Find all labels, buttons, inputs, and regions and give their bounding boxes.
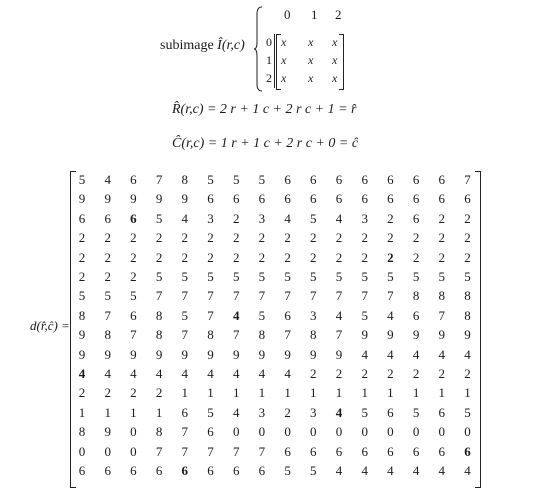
matrix-cell: 6	[284, 307, 291, 323]
matrix-cell: 0	[335, 424, 343, 440]
matrix-cell: 9	[130, 346, 137, 362]
matrix-cell: 1	[361, 385, 368, 401]
matrix-cell: 6	[207, 463, 214, 478]
matrix-cell: 4	[335, 307, 343, 323]
matrix-cell: 5	[207, 269, 214, 284]
matrix-cell: 7	[155, 172, 163, 187]
matrix-cell: 1	[207, 385, 214, 401]
matrix-cell: 6	[412, 307, 420, 323]
matrix-cell: 9	[361, 327, 368, 343]
matrix-cell: 1	[232, 385, 240, 401]
matrix-cell: 6	[438, 191, 446, 207]
matrix-cell: 4	[335, 463, 343, 478]
matrix-cell: 6	[284, 443, 291, 459]
matrix-cell: 0	[232, 424, 240, 440]
matrix-cell: 8	[155, 307, 163, 323]
matrix-cell: 2	[258, 230, 266, 246]
matrix-cell: 5	[181, 307, 189, 323]
matrix-cell: 7	[232, 288, 240, 304]
matrix-cell: 7	[284, 327, 291, 343]
matrix-cell: 5	[464, 404, 471, 420]
matrix-cell: 8	[438, 288, 446, 304]
matrix-cell: 9	[104, 191, 111, 207]
row-equation: R̂(r,c) = 2 r + 1 c + 2 r c + 1 = r̂	[172, 102, 357, 117]
matrix-cell: 1	[155, 404, 163, 420]
matrix-cell: 6	[412, 443, 420, 459]
matrix-cell: 4	[438, 463, 446, 478]
matrix-cell: 6	[155, 463, 163, 478]
curly-brace	[254, 6, 264, 92]
matrix-cell: 7	[181, 443, 189, 459]
matrix-cell: 6	[335, 443, 343, 459]
matrix-cell: 2	[361, 249, 368, 265]
matrix-cell: 9	[258, 346, 266, 362]
matrix-cell: 6	[207, 424, 214, 440]
matrix-cell: 2	[104, 385, 111, 401]
matrix-cell: 2	[104, 249, 111, 265]
subimage-word: subimage	[160, 38, 214, 53]
matrix-cell: 9	[104, 346, 111, 362]
matrix-cell: 6	[412, 191, 420, 207]
matrix-cell: 9	[310, 346, 317, 362]
matrix-cell: 6	[104, 210, 111, 226]
subimage-column-header: 2	[335, 7, 342, 22]
matrix-cell: 6	[438, 443, 446, 459]
matrix-cell: 4	[412, 346, 420, 362]
matrix-cell: 7	[361, 288, 368, 304]
matrix-label: d(r̂,ĉ) =	[30, 318, 70, 333]
matrix-cell: 8	[207, 327, 214, 343]
matrix-cell: 4	[438, 346, 446, 362]
matrix-cell: 4	[104, 366, 111, 381]
matrix-cell: 6	[78, 210, 86, 226]
matrix-cell: 6	[232, 191, 240, 207]
matrix-cell: 2	[78, 249, 86, 265]
matrix-cell: 9	[284, 346, 291, 362]
matrix-cell: 5	[232, 172, 240, 187]
matrix-cell: 8	[78, 307, 86, 323]
matrix-cell: 2	[181, 230, 189, 246]
matrix-cell: 9	[412, 327, 420, 343]
matrix-cell: 9	[181, 191, 189, 207]
matrix-cell: 2	[464, 249, 471, 265]
matrix-cell: 2	[387, 366, 394, 381]
matrix-cell: 1	[310, 385, 317, 401]
matrix-cell: 6	[438, 404, 446, 420]
matrix-cell: 8	[412, 288, 420, 304]
matrix-cell: 2	[258, 249, 266, 265]
matrix-cell: 6	[258, 191, 266, 207]
matrix-cell: 5	[387, 269, 394, 284]
matrix-cell: 7	[181, 424, 189, 440]
matrix-cell: 4	[232, 307, 240, 323]
matrix-cell: 2	[335, 366, 343, 381]
matrix-cell: 2	[130, 269, 137, 284]
matrix-cell: 6	[335, 172, 343, 187]
matrix-cell: 5	[130, 288, 137, 304]
matrix-cell: 7	[207, 443, 214, 459]
subimage-cell: x	[281, 71, 287, 85]
matrix-cell: 2	[130, 249, 137, 265]
matrix-cell: 1	[438, 385, 446, 401]
subimage-left-bracket	[276, 34, 281, 90]
matrix-cell: 4	[232, 366, 240, 381]
matrix-cell: 5	[258, 307, 266, 323]
matrix-cell: 8	[104, 327, 111, 343]
matrix-cell: 4	[155, 366, 163, 381]
matrix-cell: 6	[258, 463, 266, 478]
matrix-cell: 5	[155, 269, 163, 284]
matrix-cell: 7	[258, 443, 266, 459]
matrix-cell: 6	[310, 172, 317, 187]
matrix-cell: 7	[464, 172, 471, 187]
matrix-cell: 7	[310, 288, 317, 304]
matrix-cell: 6	[181, 463, 189, 478]
matrix-cell: 7	[155, 288, 163, 304]
subimage-row-index: 1	[266, 53, 272, 67]
matrix-cell: 9	[464, 327, 471, 343]
matrix-cell: 2	[104, 230, 111, 246]
matrix-cell: 4	[387, 463, 394, 478]
matrix-cell: 6	[207, 191, 214, 207]
matrix-cell: 5	[258, 172, 266, 187]
subimage-cell: x	[308, 53, 314, 67]
matrix-cell: 2	[104, 269, 111, 284]
matrix-cell: 7	[335, 288, 343, 304]
matrix-cell: 9	[155, 346, 163, 362]
matrix-cell: 5	[78, 288, 86, 304]
matrix-cell: 0	[464, 424, 471, 440]
matrix-cell: 4	[387, 307, 394, 323]
matrix-cell: 6	[361, 443, 368, 459]
matrix-cell: 8	[464, 288, 471, 304]
matrix-cell: 6	[387, 404, 394, 420]
matrix-cell: 2	[464, 210, 471, 226]
matrix-cell: 2	[335, 230, 343, 246]
matrix-cell: 6	[464, 191, 471, 207]
matrix-cell: 7	[181, 288, 189, 304]
matrix-cell: 2	[310, 230, 317, 246]
matrix-cell: 5	[78, 172, 86, 187]
matrix-cell: 2	[232, 230, 240, 246]
matrix-cell: 6	[438, 172, 446, 187]
matrix-cell: 7	[207, 307, 214, 323]
matrix-cell: 7	[104, 307, 111, 323]
matrix-cell: 0	[258, 424, 266, 440]
matrix-cell: 4	[207, 366, 214, 381]
matrix-cell: 1	[258, 385, 266, 401]
matrix-cell: 2	[464, 230, 471, 246]
matrix-cell: 2	[438, 249, 446, 265]
matrix-cell: 9	[387, 327, 394, 343]
matrix-cell: 2	[207, 249, 214, 265]
subimage-cell: x	[281, 53, 287, 67]
matrix-cell: 3	[207, 210, 214, 226]
matrix-cell: 8	[78, 424, 86, 440]
matrix-cell: 5	[207, 172, 214, 187]
matrix-cell: 5	[207, 404, 214, 420]
matrix-cell: 3	[310, 307, 317, 323]
matrix-cell: 2	[284, 249, 291, 265]
matrix-cell: 2	[284, 230, 291, 246]
matrix-cell: 0	[310, 424, 317, 440]
matrix-cell: 4	[232, 404, 240, 420]
matrix-cell: 4	[412, 463, 420, 478]
matrix-cell: 8	[155, 327, 163, 343]
matrix-cell: 2	[438, 230, 446, 246]
matrix-cell: 6	[361, 172, 368, 187]
matrix-cell: 1	[181, 385, 189, 401]
matrix-cell: 1	[387, 385, 394, 401]
matrix-cell: 6	[335, 191, 343, 207]
matrix-cell: 7	[335, 327, 343, 343]
matrix-cell: 7	[181, 327, 189, 343]
subimage-index-divider	[274, 34, 275, 88]
matrix-cell: 9	[130, 191, 137, 207]
matrix-cell: 8	[181, 172, 189, 187]
matrix-cell: 5	[464, 269, 471, 284]
matrix-cell: 4	[335, 210, 343, 226]
matrix-cell: 4	[284, 366, 291, 381]
matrix-cell: 5	[284, 269, 291, 284]
matrix-cell: 4	[181, 210, 189, 226]
matrix-cell: 2	[387, 210, 394, 226]
column-equation: Ĉ(r,c) = 1 r + 1 c + 2 r c + 0 = ĉ	[172, 136, 359, 151]
matrix-cell: 0	[412, 424, 420, 440]
matrix-cell: 5	[412, 269, 420, 284]
subimage-symbol: Î(r,c)	[217, 38, 245, 53]
matrix-cell: 7	[207, 288, 214, 304]
matrix-cell: 3	[258, 210, 266, 226]
matrix-cell: 2	[155, 230, 163, 246]
matrix-cell: 2	[412, 230, 420, 246]
matrix-cell: 5	[104, 288, 111, 304]
subimage-row-index: 2	[266, 71, 272, 85]
matrix-cell: 9	[438, 327, 446, 343]
matrix-cell: 6	[232, 463, 240, 478]
matrix-cell: 6	[387, 443, 394, 459]
matrix-cell: 5	[412, 404, 420, 420]
matrix-cell: 2	[130, 230, 137, 246]
matrix-cell: 7	[155, 443, 163, 459]
matrix-cell: 2	[464, 366, 471, 381]
matrix-cell: 3	[310, 404, 317, 420]
matrix-cell: 7	[232, 327, 240, 343]
matrix-cell: 5	[155, 210, 163, 226]
matrix-cell: 9	[78, 327, 86, 343]
subimage-cell: x	[281, 35, 287, 49]
matrix-cell: 5	[310, 269, 317, 284]
subimage-cell: x	[332, 53, 338, 67]
matrix-cell: 4	[387, 346, 394, 362]
matrix-cell: 2	[232, 210, 240, 226]
matrix-cell: 2	[232, 249, 240, 265]
matrix-cell: 7	[130, 327, 137, 343]
matrix-cell: 4	[181, 366, 189, 381]
matrix-cell: 2	[130, 385, 137, 401]
matrix-cell: 6	[130, 210, 137, 226]
matrix-cell: 6	[412, 210, 420, 226]
matrix-cell: 8	[258, 327, 266, 343]
matrix-cell: 4	[464, 463, 471, 478]
matrix-cell: 7	[284, 288, 291, 304]
matrix-cell: 5	[232, 269, 240, 284]
matrix-cell: 6	[181, 404, 189, 420]
subimage-cell: x	[308, 71, 314, 85]
matrix-cell: 9	[232, 346, 240, 362]
matrix-cell: 4	[361, 346, 368, 362]
matrix-cell: 6	[361, 191, 368, 207]
subimage-cell: x	[332, 71, 338, 85]
subimage-column-header: 0	[284, 7, 291, 22]
matrix-cell: 1	[78, 404, 86, 420]
matrix-cell: 0	[78, 443, 86, 459]
subimage-column-header: 1	[311, 7, 318, 22]
matrix-cell: 4	[78, 366, 86, 381]
matrix-cell: 6	[464, 443, 471, 459]
matrix-cell: 1	[104, 404, 111, 420]
matrix-cell: 7	[438, 307, 446, 323]
matrix-cell: 9	[78, 346, 86, 362]
matrix-cell: 0	[104, 443, 111, 459]
matrix-cell: 7	[258, 288, 266, 304]
matrix-cell: 8	[310, 327, 317, 343]
matrix-cell: 4	[284, 210, 291, 226]
matrix-cell: 9	[155, 191, 163, 207]
matrix-cell: 5	[335, 269, 343, 284]
matrix-cell: 9	[181, 346, 189, 362]
matrix-cell: 2	[78, 385, 86, 401]
subimage-cell: x	[332, 35, 338, 49]
matrix-cell: 2	[438, 366, 446, 381]
matrix-cell: 3	[361, 210, 368, 226]
matrix-cell: 5	[258, 269, 266, 284]
matrix-cell: 2	[310, 366, 317, 381]
matrix-cell: 9	[104, 424, 111, 440]
matrix-cell: 6	[78, 463, 86, 478]
matrix-cell: 3	[258, 404, 266, 420]
matrix-cell: 2	[155, 249, 163, 265]
matrix-cell: 5	[361, 269, 368, 284]
matrix-cell: 6	[310, 191, 317, 207]
matrix-cell: 1	[284, 385, 291, 401]
matrix-cell: 6	[284, 172, 291, 187]
matrix-cell: 5	[361, 307, 368, 323]
matrix-cell: 2	[412, 249, 420, 265]
matrix-cell: 6	[284, 191, 291, 207]
matrix-cell: 6	[310, 443, 317, 459]
subimage-right-bracket	[339, 34, 344, 90]
matrix-cell: 5	[438, 269, 446, 284]
matrix-cell: 5	[181, 269, 189, 284]
matrix-cell: 2	[78, 269, 86, 284]
matrix-cell: 0	[284, 424, 291, 440]
matrix-cell: 2	[78, 230, 86, 246]
matrix-cell: 2	[387, 230, 394, 246]
matrix-cell: 6	[387, 191, 394, 207]
matrix-cell: 6	[387, 172, 394, 187]
matrix-cell: 8	[155, 424, 163, 440]
matrix-cell: 0	[438, 424, 446, 440]
matrix-cell: 9	[335, 346, 343, 362]
matrix-cell: 7	[387, 288, 394, 304]
matrix-cell: 5	[310, 463, 317, 478]
matrix-cell: 1	[130, 404, 137, 420]
matrix-cell: 6	[104, 463, 111, 478]
matrix-cell: 2	[335, 249, 343, 265]
matrix-cell: 4	[361, 463, 368, 478]
matrix-cell: 5	[284, 463, 291, 478]
matrix-cell: 1	[464, 385, 471, 401]
matrix-cell: 4	[104, 172, 111, 187]
matrix-cell: 2	[361, 366, 368, 381]
matrix-cell: 2	[387, 249, 394, 265]
matrix-cell: 0	[130, 443, 137, 459]
matrix-cell: 2	[310, 249, 317, 265]
matrix-cell: 1	[412, 385, 420, 401]
matrix-cell: 2	[361, 230, 368, 246]
matrix-cell: 2	[438, 210, 446, 226]
matrix-cell: 2	[284, 404, 291, 420]
subimage-row-index: 0	[266, 35, 272, 49]
matrix-cell: 8	[464, 307, 471, 323]
matrix-cell: 0	[387, 424, 394, 440]
matrix-cell: 7	[232, 443, 240, 459]
matrix-cell: 9	[78, 191, 86, 207]
subimage-cell: x	[308, 35, 314, 49]
matrix-cell: 2	[207, 230, 214, 246]
matrix-cell: 2	[155, 385, 163, 401]
matrix-cell: 6	[130, 463, 137, 478]
matrix-cell: 0	[361, 424, 368, 440]
matrix-cell: 1	[335, 385, 343, 401]
matrix-cell: 4	[335, 404, 343, 420]
matrix-cell: 2	[181, 249, 189, 265]
matrix-cell: 4	[258, 366, 266, 381]
matrix-cell: 0	[130, 424, 137, 440]
matrix-cell: 4	[464, 346, 471, 362]
matrix-cell: 6	[412, 172, 420, 187]
matrix-cell: 5	[361, 404, 368, 420]
matrix-cell: 6	[130, 172, 137, 187]
matrix-cell: 6	[130, 307, 137, 323]
matrix-cell: 5	[310, 210, 317, 226]
matrix-cell: 4	[130, 366, 137, 381]
matrix-cell: 2	[412, 366, 420, 381]
matrix-cell: 9	[207, 346, 214, 362]
subimage-label	[160, 38, 245, 54]
